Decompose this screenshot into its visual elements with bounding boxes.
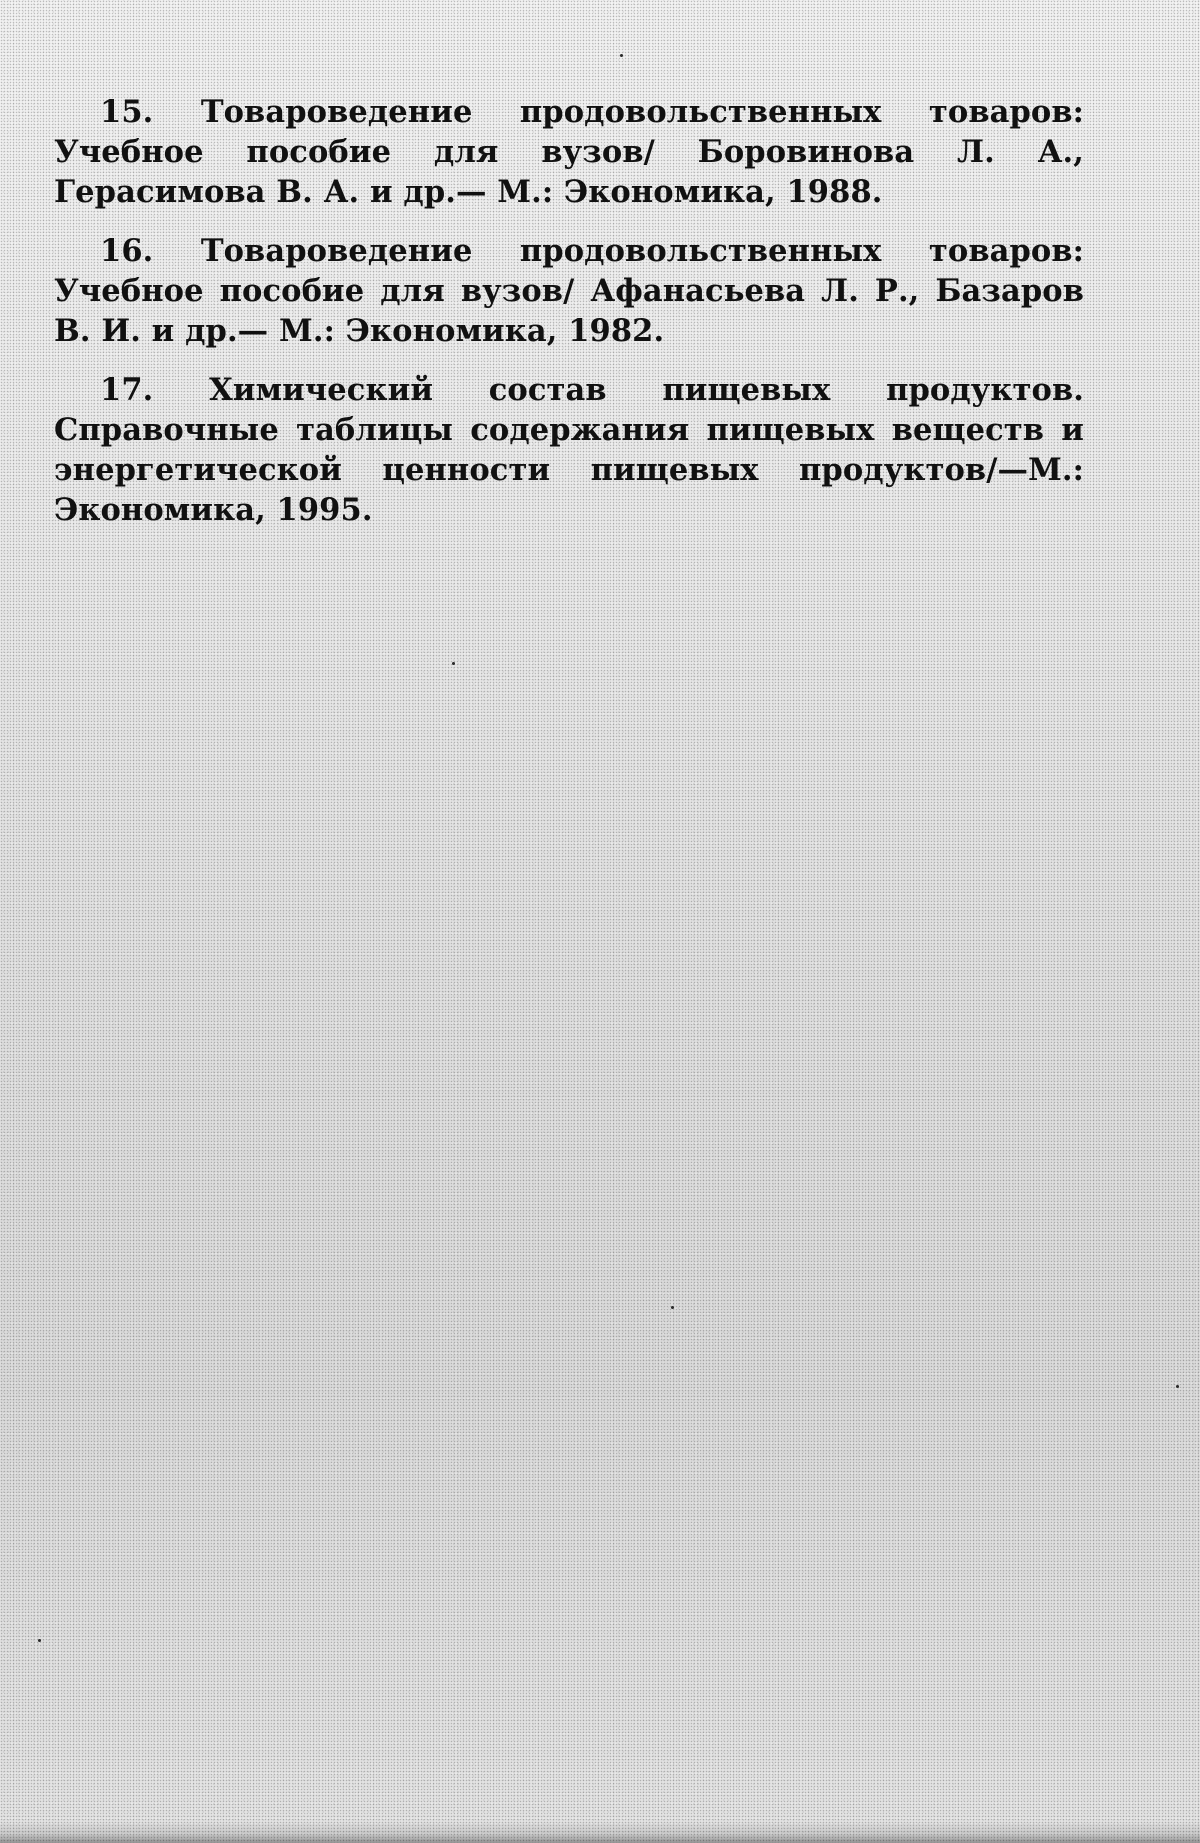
scan-speck bbox=[1176, 1385, 1179, 1388]
reference-item bbox=[54, 92, 1084, 212]
scan-speck bbox=[38, 1639, 41, 1642]
reference-list bbox=[54, 92, 1084, 549]
scan-speck bbox=[452, 662, 455, 665]
scan-speck bbox=[620, 54, 623, 57]
reference-number: 15. bbox=[100, 94, 154, 130]
reference-number: 17. bbox=[100, 372, 154, 408]
reference-text: Товароведение продовольственных товаров: Учебное пособие для вузов/ Боровинова Л. А., Герасимова В. А. и др.— М.: Экономика, 1988. bbox=[54, 94, 1085, 210]
reference-number: 16. bbox=[100, 233, 154, 269]
scan-speck bbox=[671, 1306, 674, 1309]
reference-item bbox=[54, 370, 1084, 530]
reference-text: Товароведение продовольственных товаров: Учебное пособие для вузов/ Афанасьева Л. Р., Базаров В. И. и др.— М.: Экономика, 1982. bbox=[54, 233, 1085, 349]
reference-text: Химический состав пищевых продуктов. Справочные таблицы содержания пищевых веществ и энергетической ценности пищевых продуктов/—М.: Экономика, 1995. bbox=[54, 372, 1085, 528]
reference-item bbox=[54, 231, 1084, 351]
